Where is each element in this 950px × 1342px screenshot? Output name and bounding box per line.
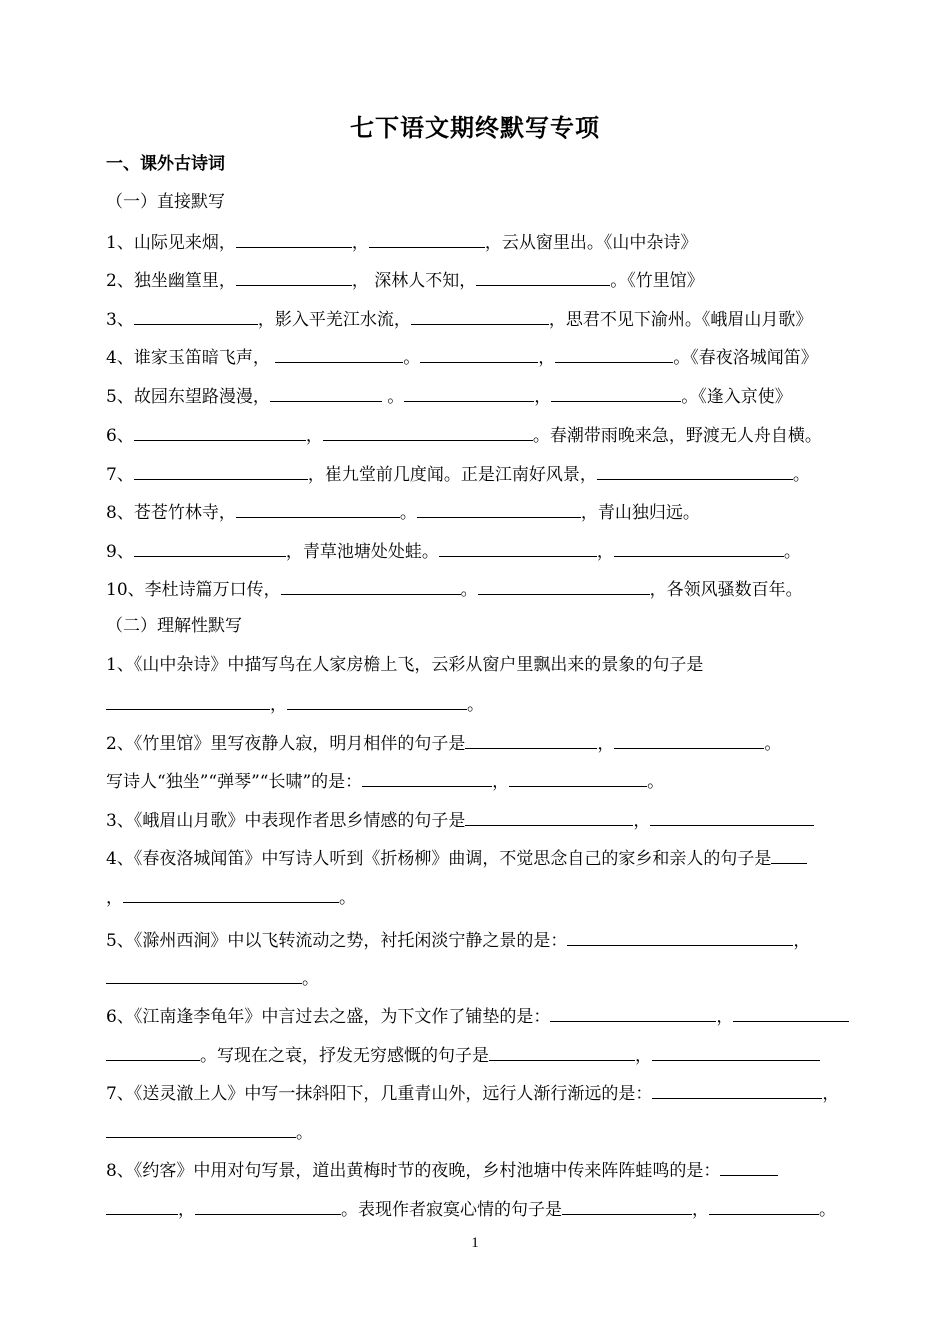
question-text: 。 [467,695,484,715]
question-text: ， [270,695,287,715]
question-text: ， [178,1200,195,1220]
answer-blank[interactable] [614,539,784,557]
question-text: ， [597,734,615,754]
question-text: 。《竹里馆》 [610,271,704,291]
understanding-answer-line [106,1043,820,1068]
answer-blank[interactable] [236,230,352,248]
answer-blank[interactable] [362,769,492,787]
answer-blank[interactable] [417,500,581,518]
understanding-answer-line [106,885,356,910]
question-text: 2、独坐幽篁里， [106,271,236,291]
answer-blank[interactable] [236,500,400,518]
question-text: 2、《竹里馆》里写夜静人寂，明月相伴的句子是 [106,734,466,754]
question-text: 。写现在之衰，抒发无穷感慨的句子是 [200,1046,489,1066]
question-text: 。 [792,465,810,485]
question-text: ， 深林人不知， [351,271,477,291]
question-7 [106,462,810,487]
answer-blank[interactable] [404,384,534,402]
answer-blank[interactable] [562,1197,692,1215]
question-text: ， [793,931,811,951]
question-text: ， [106,888,123,908]
section-heading: 一、课外古诗词 [106,154,225,174]
question-1 [106,230,697,255]
question-text: 9、 [106,542,134,562]
answer-blank[interactable] [597,462,793,480]
page-number: 1 [471,1235,479,1251]
question-text: 。 [296,1123,313,1143]
answer-blank[interactable] [550,1004,716,1022]
question-text: 10、李杜诗篇万口传， [106,580,281,600]
answer-blank[interactable] [323,423,533,441]
answer-blank[interactable] [733,1004,849,1022]
question-text: ， [534,387,552,407]
answer-blank[interactable] [275,345,403,363]
answer-blank[interactable] [509,769,647,787]
question-text: ， [305,426,323,446]
answer-blank[interactable] [555,345,673,363]
answer-blank[interactable] [709,1197,819,1215]
answer-blank[interactable] [134,462,308,480]
understanding-question-3 [106,808,814,833]
answer-blank[interactable] [720,1158,778,1176]
question-text: ，青山独归远。 [580,503,700,523]
answer-blank[interactable] [134,539,286,557]
understanding-question-5 [106,928,810,953]
answer-blank[interactable] [106,1197,178,1215]
question-text: ， [716,1007,734,1027]
answer-blank[interactable] [270,384,382,402]
answer-blank[interactable] [478,577,650,595]
question-text: 8、苍苍竹林寺， [106,503,236,523]
question-text: 6、《江南逢李龟年》中言过去之盛，为下文作了铺垫的是： [106,1007,551,1027]
question-text: ，影入平羌江水流， [257,310,411,330]
question-text: ， [822,1084,840,1104]
understanding-question-6 [106,1004,849,1029]
page-title: 七下语文期终默写专项 [350,113,600,142]
question-text: 。 [460,580,478,600]
question-2 [106,268,704,293]
answer-blank[interactable] [369,230,485,248]
answer-blank[interactable] [614,731,764,749]
answer-blank[interactable] [106,1043,200,1061]
question-text: 3、 [106,310,134,330]
answer-blank[interactable] [567,928,793,946]
understanding-answer-line [106,692,484,717]
answer-blank[interactable] [134,307,258,325]
answer-blank[interactable] [551,384,681,402]
question-text: ， [492,772,510,792]
understanding-answer-line [106,1120,313,1145]
answer-blank[interactable] [411,307,549,325]
answer-blank[interactable] [281,577,461,595]
understanding-question-8 [106,1158,778,1183]
understanding-answer-line [106,966,319,991]
question-8 [106,500,700,525]
question-text: 5、《滁州西涧》中以飞转流动之势，衬托闲淡宁静之景的是： [106,931,568,951]
question-text: 。 [764,734,782,754]
question-text: 写诗人“独坐”“弹琴”“长啸”的是： [106,772,363,792]
subsection-heading: （一）直接默写 [106,192,225,212]
answer-blank[interactable] [287,692,467,710]
question-text: 4、谁家玉笛暗飞声， [106,348,276,368]
understanding-question-2 [106,731,781,756]
answer-blank[interactable] [123,885,339,903]
question-text: 。《春夜洛城闻笛》 [673,348,818,368]
question-text: ，青草池塘处处蛙。 [285,542,439,562]
question-text: 。 [647,772,665,792]
question-text: ， [351,233,369,253]
answer-blank[interactable] [134,423,306,441]
question-3 [106,307,812,332]
answer-blank[interactable] [106,1120,296,1138]
question-6 [106,423,822,448]
question-text: ，崔九堂前几度闻。正是江南好风景， [307,465,597,485]
answer-blank[interactable] [652,1043,820,1061]
question-9 [106,539,801,564]
question-text: ， [538,348,556,368]
question-text: 1、山际见来烟， [106,233,236,253]
question-text: 。 [339,888,356,908]
understanding-answer-line [106,1197,836,1222]
question-10 [106,577,803,602]
question-text: ， [692,1200,709,1220]
question-text: ， [596,542,614,562]
question-text: 。 [302,969,319,989]
answer-blank[interactable] [771,846,807,864]
question-text: 7、《送灵澈上人》中写一抹斜阳下，几重青山外，远行人渐行渐远的是： [106,1084,653,1104]
question-text: 。《逢入京使》 [681,387,792,407]
question-text: ，各领风骚数百年。 [649,580,803,600]
understanding-question-1: 1、《山中杂诗》中描写鸟在人家房檐上飞，云彩从窗户里飘出来的景象的句子是 [106,655,704,675]
question-text: 。春潮带雨晚来急，野渡无人舟自横。 [532,426,822,446]
understanding-question-7 [106,1081,839,1106]
question-text: 8、《约客》中用对句写景，道出黄梅时节的夜晚，乡村池塘中传来阵阵蛙鸣的是： [106,1161,721,1181]
question-5 [106,384,792,409]
question-4 [106,345,818,370]
question-text: 6、 [106,426,134,446]
answer-blank[interactable] [106,692,270,710]
answer-blank[interactable] [489,1043,635,1061]
question-text: 3、《峨眉山月歌》中表现作者思乡情感的句子是 [106,811,466,831]
question-text: 。 [381,387,405,407]
question-text: 。 [819,1200,836,1220]
question-text: 。 [783,542,801,562]
question-text: ，云从窗里出。《山中杂诗》 [484,233,698,253]
question-text: 7、 [106,465,134,485]
question-text: 。表现作者寂寞心情的句子是 [341,1200,562,1220]
answer-blank[interactable] [650,808,814,826]
answer-blank[interactable] [420,345,538,363]
answer-blank[interactable] [195,1197,341,1215]
question-text: ， [633,811,651,831]
answer-blank[interactable] [465,808,633,826]
answer-blank[interactable] [465,731,597,749]
understanding-question-2-part-2 [106,769,664,794]
question-text: 5、故园东望路漫漫， [106,387,270,407]
answer-blank[interactable] [652,1081,822,1099]
question-text: ，思君不见下渝州。《峨眉山月歌》 [548,310,813,330]
answer-blank[interactable] [106,966,302,984]
question-text: 。 [403,348,421,368]
question-text: 。 [399,503,417,523]
understanding-question-4 [106,846,807,871]
answer-blank[interactable] [439,539,597,557]
subsection-heading: （二）理解性默写 [106,616,242,636]
answer-blank[interactable] [476,268,610,286]
question-text: ， [635,1046,652,1066]
question-text: 4、《春夜洛城闻笛》中写诗人听到《折杨柳》曲调，不觉思念自己的家乡和亲人的句子是 [106,849,772,869]
answer-blank[interactable] [236,268,352,286]
